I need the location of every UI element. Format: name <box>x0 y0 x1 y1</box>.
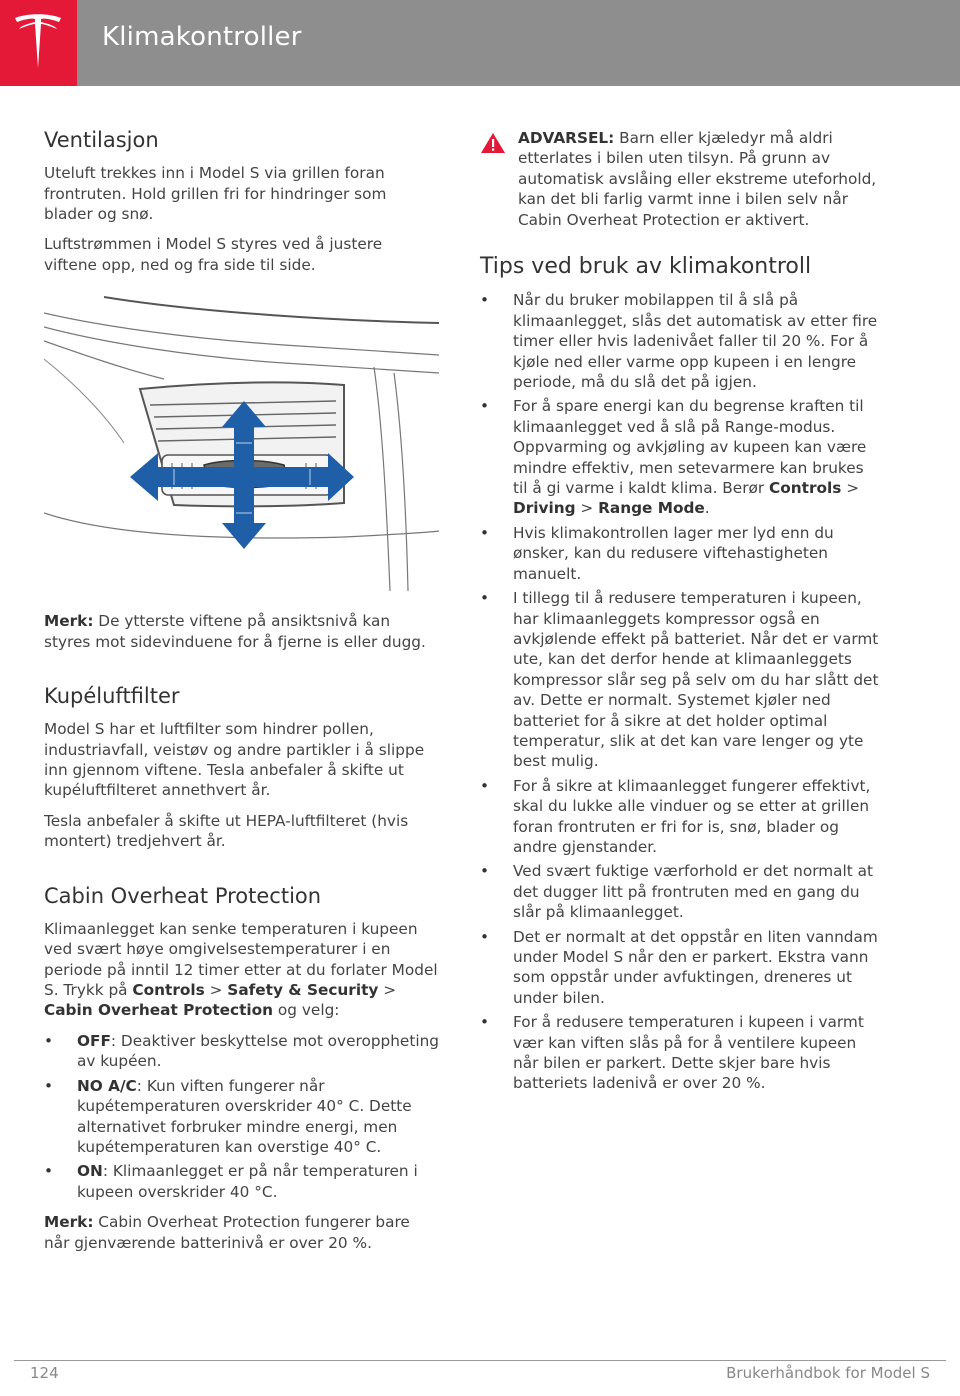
page-title: Klimakontroller <box>102 22 302 52</box>
cop-intro: Klimaanlegget kan senke temperaturen i kupeen ved svært høye omgivelsestemperaturer i en periode på inntil 12 timer etter at du forlater Model S. Trykk på Controls > Safety & Security > Cabin Overheat Protection og velg: <box>44 919 438 1020</box>
tesla-t-icon <box>13 12 63 72</box>
list-item: • OFF: Deaktiver beskyttelse mot overoppheting av kupéen. <box>44 1031 439 1071</box>
list-item: • For å sikre at klimaanlegget fungerer effektivt, skal du lukke alle vinduer og se etter at grillen foran frontruten er fri for is, snø, blader og andre gjenstander. <box>480 776 871 856</box>
cop-options-list <box>44 1031 439 1202</box>
list-item: • For å spare energi kan du begrense kraften til klimaanlegget ved å slå på Range-modus. Oppvarming og avkjøling av kupeen kan være mindre effektiv, men setevarmere kan brukes til å gi varme i kaldt klima. Berør Controls > Driving > Range Mode. <box>480 397 867 518</box>
tesla-logo <box>0 0 77 86</box>
filter-paragraph-1: Model S har et luftfilter som hindrer pollen, industriavfall, veistøv og andre partikler i å slippe inn gjennom viftene. Tesla anbefaler å skifte ut kupéluftfilteret annethvert år. <box>44 720 425 800</box>
list-item: • ON: Klimaanlegget er på når temperaturen i kupeen overskrider 40 °C. <box>44 1162 418 1201</box>
right-column <box>480 128 880 1098</box>
ventilasjon-paragraph-1: Uteluft trekkes inn i Model S via grillen foran frontruten. Hold grillen fri for hindringer som blader og snø. <box>44 164 387 223</box>
filter-paragraph-2: Tesla anbefaler å skifte ut HEPA-luftfilteret (hvis montert) tredjehvert år. <box>44 811 409 851</box>
list-item: • NO A/C: Kun viften fungerer når kupétemperaturen overskrider 40° C. Dette alternativet forbruker mindre energi, men kupétemperaturen kan overstige 40° C. <box>44 1076 412 1156</box>
list-item: • I tillegg til å redusere temperaturen i kupeen, har klimaanleggets kompressor også en avkjølende effekt på batteriet. Når det er varmt ute, kan det derfor hende at klimaanleggets kompressor slår seg på selv om du har slått det av. Dette er normalt. Systemet kjøler ned batteriet for å sikre at det holder optimal temperatur, slik at det kan vare lenger og yte best mulig. <box>480 589 879 771</box>
ventilasjon-paragraph-2: Luftstrømmen i Model S styres ved å justere viftene opp, ned og fra side til side. <box>44 235 383 274</box>
section-title-cop: Cabin Overheat Protection <box>44 883 322 908</box>
footer-divider <box>14 1360 946 1361</box>
footer-title: Brukerhåndbok for Model S <box>726 1364 930 1382</box>
list-item: • Når du bruker mobilappen til å slå på klimaanlegget, slås det automatisk av etter fire timer eller hvis ladenivået faller til 20 %. For å kjøle ned eller varme opp kupeen i en lengre periode, må du slå det på igjen. <box>480 291 878 392</box>
section-title-tips: Tips ved bruk av klimakontroll <box>480 254 812 280</box>
warning-block <box>480 128 880 230</box>
left-column <box>44 128 439 1263</box>
warning-text: ADVARSEL: Barn eller kjæledyr må aldri etterlates i bilen uten tilsyn. På grunn av automatisk avslåing eller ekstreme uteforhold, kan det bli farlig varmt inne i bilen selv når Cabin Overheat Protection er aktivert. <box>518 129 877 229</box>
note-label: Merk: <box>44 612 94 631</box>
cop-note: Merk: Cabin Overheat Protection fungerer bare når gjenværende batterinivå er over 20 %. <box>44 1213 410 1252</box>
list-item: • Hvis klimakontrollen lager mer lyd enn du ønsker, kan du redusere viftehastigheten manuelt. <box>480 523 834 583</box>
ventilasjon-note: Merk: De ytterste viftene på ansiktsnivå kan styres mot sidevinduene for å fjerne is eller dugg. <box>44 612 426 651</box>
vent-illustration <box>44 293 439 593</box>
page-number: 124 <box>30 1364 59 1382</box>
section-title-filter: Kupéluftfilter <box>44 684 180 709</box>
warning-triangle-icon <box>480 132 506 154</box>
list-item: • Det er normalt at det oppstår en liten vanndam under Model S når den er parkert. Ekstra vann som oppstår under avfuktingen, dreneres ut under bilen. <box>480 927 878 1007</box>
list-item: • Ved svært fuktige værforhold er det normalt at det dugger litt på frontruten med en gang du slår på klimaanlegget. <box>480 862 873 922</box>
section-title-ventilasjon: Ventilasjon <box>44 128 159 152</box>
list-item: • For å redusere temperaturen i kupeen i varmt vær kan viften slås på for å ventilere kupeen når bilen er parkert. Dette skjer bare hvis batteriets ladenivå er over 20 %. <box>480 1013 864 1093</box>
tips-list <box>480 290 880 1093</box>
page-header <box>0 0 960 86</box>
